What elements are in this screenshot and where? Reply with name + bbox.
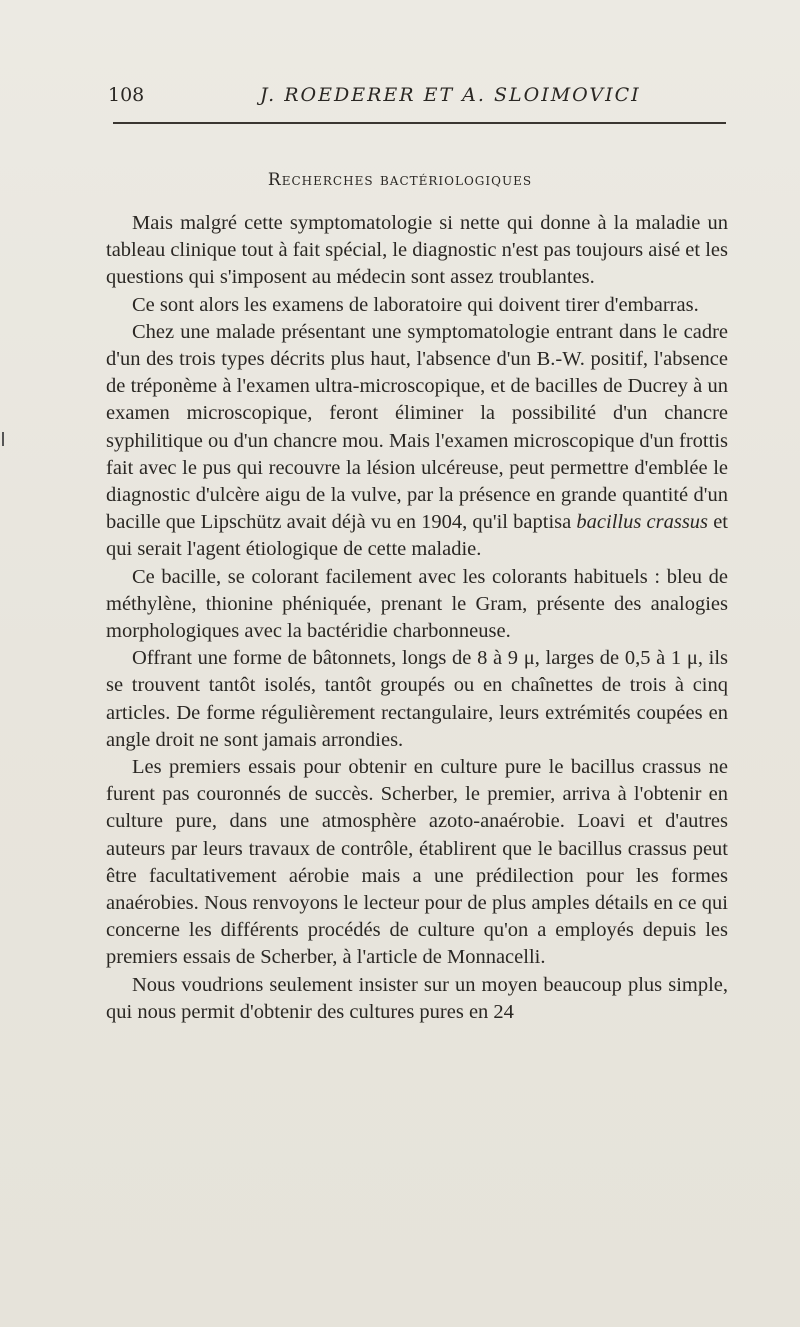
margin-mark xyxy=(2,432,4,446)
section-title: Recherches bactériologiques xyxy=(267,170,533,190)
paragraph: Ce bacille, se colorant facilement avec les colorants habituels : bleu de méthylène, thionine phéniquée, prenant le Gram, présente des analogies morphologiques avec la bactéridie charbonneuse. xyxy=(106,565,728,643)
paragraph: Les premiers essais pour obtenir en culture pure le bacillus crassus ne furent pas couronnés de succès. Scherber, le premier, arriva à l'obtenir en culture pure, dans une atmosphère azoto-anaérobie. Loavi et d'autres auteurs par leurs travaux de contrôle, établirent que le bacillus crassus peut être facultativement aérobie mais a une prédilection pour les formes anaérobies. Nous renvoyons le lecteur pour de plus amples détails en ce qui concerne les différents procédés de culture qu'on a employés depuis les premiers essais de Scherber, à l'article de Monnacelli. xyxy=(106,756,728,969)
body-text xyxy=(106,210,728,1026)
paragraph-text: et qui serait l'agent étiologique de cette maladie. xyxy=(106,511,728,561)
species-name: bacillus crassus xyxy=(576,511,709,534)
paragraph: Ce sont alors les examens de laboratoire qui doivent tirer d'embarras. xyxy=(132,293,699,316)
page-number: 108 xyxy=(108,84,145,106)
paragraph xyxy=(106,319,728,564)
paragraph-text: Chez une malade présentant une symptomatologie entrant dans le cadre d'un des trois types décrits plus haut, l'absence d'un B.-W. positif, l'absence de tréponème à l'examen ultra-microscopique, et de bacilles de Ducrey à un examen microscopique, feront éliminer la possibilité d'un chancre syphilitique ou d'un chancre mou. Mais l'examen microscopique d'un frottis fait avec le pus qui recouvre la lésion ulcéreuse, peut permettre d'emblée le diagnostic d'ulcère aigu de la vulve, par la présence en grande quantité d'un bacille que Lipschütz avait déjà vu en 1904, qu'il baptisa xyxy=(106,320,728,534)
paragraph: Mais malgré cette symptomatologie si nette qui donne à la maladie un tableau clinique tout à fait spécial, le diagnostic n'est pas toujours aisé et les questions qui s'imposent au médecin sont assez troublantes. xyxy=(106,212,728,289)
header-rule xyxy=(113,122,726,124)
running-title: J. ROEDERER ET A. SLOIMOVICI xyxy=(260,84,641,106)
paragraph: Nous voudrions seulement insister sur un moyen beaucoup plus simple, qui nous permit d'obtenir des cultures pures en 24 xyxy=(106,973,728,1023)
paragraph: Offrant une forme de bâtonnets, longs de 8 à 9 μ, larges de 0,5 à 1 μ, ils se trouvent tantôt isolés, tantôt groupés ou en chaînettes de trois à cinq articles. De forme régulièrement rectangulaire, leurs extrémités coupées en angle droit ne sont jamais arrondies. xyxy=(106,647,728,751)
running-head xyxy=(108,84,726,114)
